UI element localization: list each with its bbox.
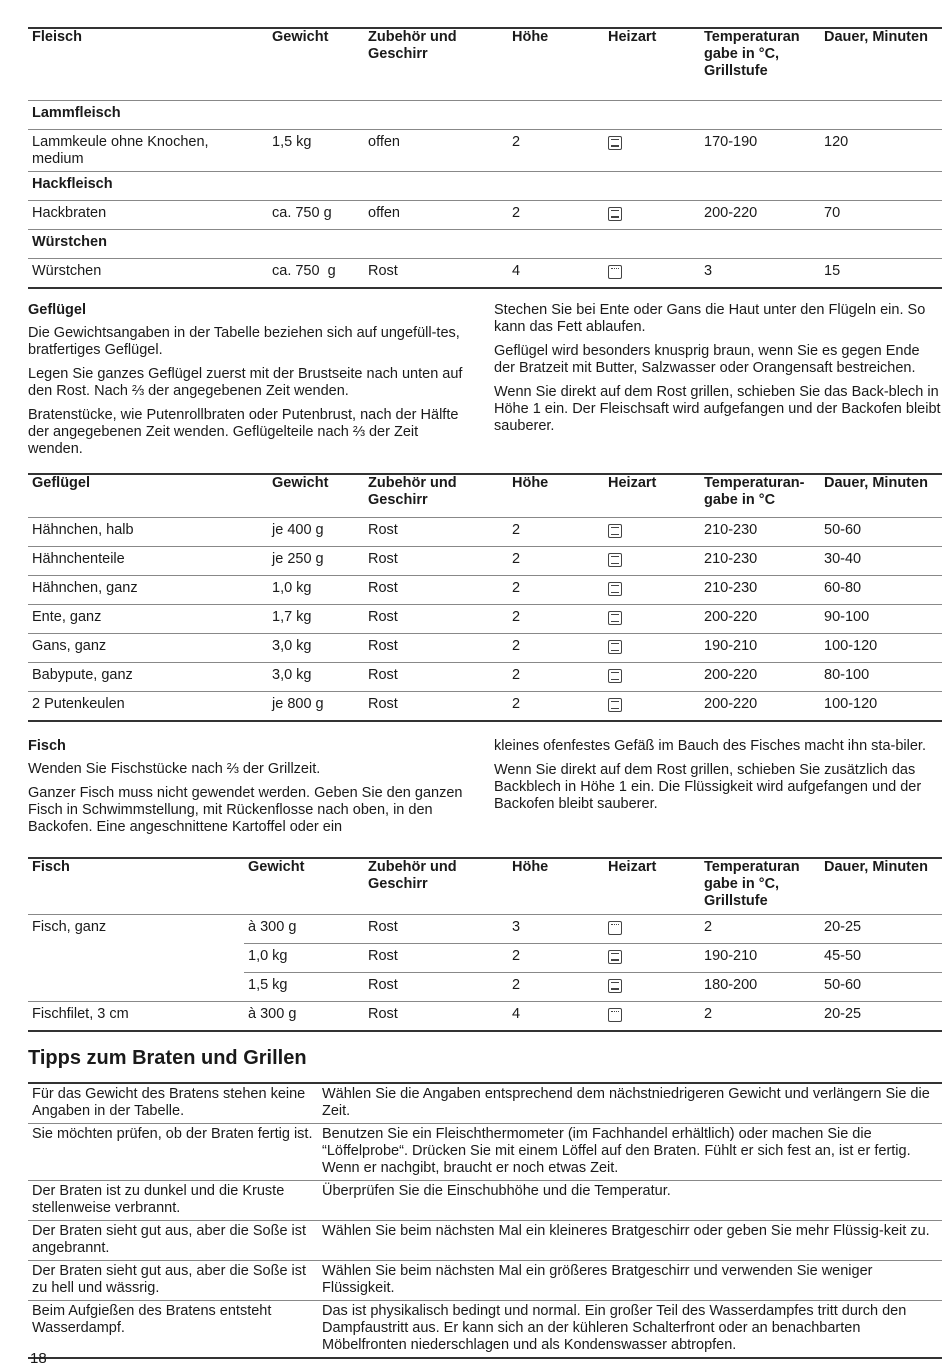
col-header: Fleisch [32, 29, 82, 45]
table-row: 1,0 kg Rost 2 190-210 45-50 [28, 943, 942, 972]
top-bottom-heat-icon [608, 611, 622, 625]
col-header: Geflügel [32, 474, 91, 491]
fish-table [28, 857, 942, 1032]
col-header: Gewicht [272, 29, 329, 45]
group-row: Hackfleisch [28, 171, 942, 200]
col-header: Zubehör und Geschirr [368, 474, 457, 508]
poultry-notes: Geflügel Die Gewichtsangaben in der Tabelle beziehen sich auf ungefüll-tes, bratfertiges Geflügel. Legen Sie ganzes Geflügel zuerst mit der Brustseite nach unten auf den Rost. Nach ⅔ der angegebenen Zeit wenden. Bratenstücke, wie Putenrollbraten oder Putenbrust, nach der Hälfte der angegebenen Zeit wenden. Geflügelteile nach ⅔ der Zeit wenden. Stechen Sie bei Ente oder Gans die Haut unter den Flügeln ein. So kann das Fett ablaufen. Geflügel wird besonders knusprig braun, wenn Sie es gegen Ende der Bratzeit mit Butter, Salzwasser oder Orangensaft bestreichen. Wenn Sie direkt auf dem Rost grillen, schieben Sie das Back-blech in Höhe 1 ein. Der Fleischsaft wird aufgefangen und der Backofen bleibt sauberer. [28, 301, 941, 457]
table-row: 2 Putenkeulen je 800 g Rost 2 200-220 100-120 [28, 692, 942, 722]
col-header: Zubehör und Geschirr [368, 29, 457, 62]
col-header: Dauer, Minuten [824, 474, 928, 491]
top-bottom-heat-icon [608, 950, 622, 964]
col-header: Heizart [608, 859, 657, 875]
col-header: Zubehör und Geschirr [368, 859, 457, 892]
table-row: Hackbraten ca. 750 g offen 2 200-220 70 [28, 200, 942, 229]
table-row: Lammkeule ohne Knochen, medium 1,5 kg offen 2 170-190 120 [28, 129, 942, 171]
col-header: Heizart [608, 29, 657, 45]
section-heading: Geflügel [28, 301, 87, 318]
col-header: Dauer, Minuten [824, 29, 928, 45]
group-row: Lammfleisch [28, 100, 942, 129]
table-row: Hähnchen, halb je 400 g Rost 2 210-230 50-60 [28, 518, 942, 547]
col-header: Höhe [512, 859, 549, 875]
table-row: 1,5 kg Rost 2 180-200 50-60 [28, 972, 942, 1001]
group-row: Würstchen [28, 229, 942, 258]
table-row: Babypute, ganz 3,0 kg Rost 2 200-220 80-100 [28, 663, 942, 692]
col-header: Gewicht [272, 474, 329, 491]
col-header: Fisch [32, 859, 70, 875]
tip-row: Sie möchten prüfen, ob der Braten fertig ist. Benutzen Sie ein Fleischthermometer (im Fachhandel erhältlich) oder machen Sie die “Löffelprobe“. Drücken Sie mit einem Löffel auf den Braten. Fühlt er sich fest an, ist er fertig. Wenn er nachgibt, braucht er noch etwas Zeit. [28, 1123, 942, 1180]
tip-row: Der Braten sieht gut aus, aber die Soße ist zu hell und wässrig. Wählen Sie beim nächsten Mal ein größeres Bratgeschirr und verwenden Sie weniger Flüssigkeit. [28, 1260, 942, 1300]
grill-icon [608, 1008, 622, 1022]
top-bottom-heat-icon [608, 979, 622, 993]
table-row: Fischfilet, 3 cm à 300 g Rost 4 2 20-25 [28, 1001, 942, 1031]
col-header: Temperaturan-gabe in °C [704, 474, 805, 508]
page-number: 18 [30, 1350, 47, 1367]
table-row: Hähnchen, ganz 1,0 kg Rost 2 210-230 60-80 [28, 576, 942, 605]
tips-table [28, 1082, 942, 1359]
top-bottom-heat-icon [608, 582, 622, 596]
table-row: Ente, ganz 1,7 kg Rost 2 200-220 90-100 [28, 605, 942, 634]
col-header: Temperaturan gabe in °C, Grillstufe [704, 29, 800, 79]
section-heading: Fisch [28, 738, 66, 754]
top-bottom-heat-icon [608, 136, 622, 150]
table-row: Würstchen ca. 750 g Rost 4 3 15 [28, 258, 942, 288]
col-header: Gewicht [248, 859, 305, 875]
tip-row: Der Braten sieht gut aus, aber die Soße ist angebrannt. Wählen Sie beim nächsten Mal ein kleineres Bratgeschirr oder geben Sie mehr Flüssig-keit zu. [28, 1220, 942, 1260]
table-row: Gans, ganz 3,0 kg Rost 2 190-210 100-120 [28, 634, 942, 663]
col-header: Heizart [608, 474, 657, 491]
table-row: Fisch, ganz à 300 g Rost 3 2 20-25 [28, 914, 942, 943]
top-bottom-heat-icon [608, 553, 622, 567]
grill-icon [608, 265, 622, 279]
tip-row: Beim Aufgießen des Bratens entsteht Wasserdampf. Das ist physikalisch bedingt und normal. Ein großer Teil des Wasserdampfes tritt durch den Dampfaustritt aus. Er kann sich an der kühleren Schalterfront oder an benachbarten Möbelfronten niederschlagen und als Kondenswasser abtropfen. [28, 1300, 942, 1358]
top-bottom-heat-icon [608, 640, 622, 654]
manual-page [28, 27, 942, 1359]
table-row: Hähnchenteile je 250 g Rost 2 210-230 30-40 [28, 547, 942, 576]
tip-row: Der Braten ist zu dunkel und die Kruste stellenweise verbrannt. Überprüfen Sie die Einschubhöhe und die Temperatur. [28, 1180, 942, 1220]
grill-icon [608, 921, 622, 935]
top-bottom-heat-icon [608, 524, 622, 538]
col-header: Dauer, Minuten [824, 859, 928, 875]
top-bottom-heat-icon [608, 669, 622, 683]
top-bottom-heat-icon [608, 207, 622, 221]
tip-row: Für das Gewicht des Bratens stehen keine Angaben in der Tabelle. Wählen Sie die Angaben entsprechend dem nächstniedrigeren Gewicht und verlängern Sie die Zeit. [28, 1083, 942, 1124]
meat-table [28, 27, 942, 289]
tips-title: Tipps zum Braten und Grillen [28, 1046, 307, 1069]
fish-notes: Fisch Wenden Sie Fischstücke nach ⅔ der Grillzeit. Ganzer Fisch muss nicht gewendet werden. Geben Sie den ganzen Fisch in Schwimmstellung, mit Rückenflosse nach oben, in den Backofen. Eine angeschnittene Kartoffel oder ein kleines ofenfestes Gefäß im Bauch des Fisches macht ihn sta-biler. Wenn Sie direkt auf dem Rost grillen, schieben Sie zusätzlich das Backblech in Höhe 1 ein. Die Flüssigkeit wird aufgefangen und der Backofen bleibt sauberer. [28, 738, 926, 835]
col-header: Temperaturan gabe in °C, Grillstufe [704, 859, 800, 909]
col-header: Höhe [512, 29, 549, 45]
poultry-table [28, 473, 942, 723]
top-bottom-heat-icon [608, 698, 622, 712]
col-header: Höhe [512, 474, 549, 491]
